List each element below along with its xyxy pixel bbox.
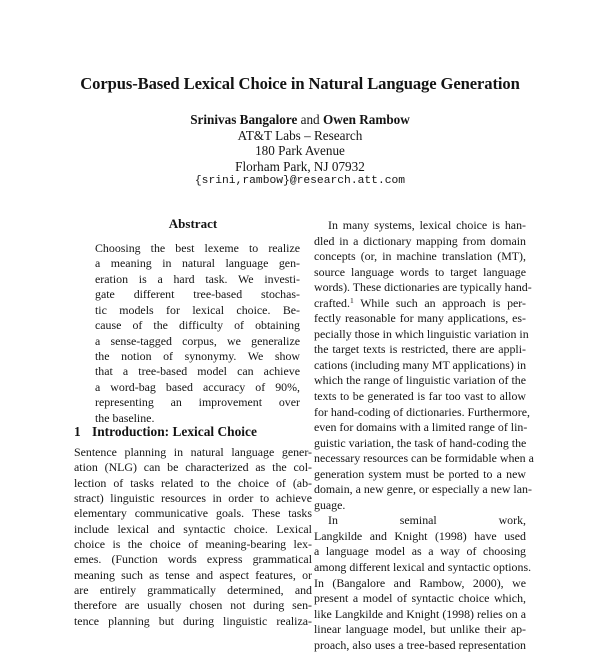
body-line: are entirely grammatically determined, and [74,583,312,598]
body-line: stract) linguistic resources in order to achieve [74,491,312,506]
affiliation: AT&T Labs – Research [237,127,363,143]
abstract-line: cause of the difficulty of obtaining [95,318,300,333]
body-line: In many systems, lexical choice is han- [328,218,526,232]
abstract-line: representing an improvement over [95,395,300,410]
body-line: meaning such as tense and aspect features, or [74,567,312,582]
author-email: {srini,rambow}@research.att.com [194,175,406,188]
body-line: ation (NLG) can be characterized as the col- [74,460,312,475]
body-line: present a model of syntactic choice which, [314,591,526,606]
body-word: Rambow, [419,575,465,590]
body-line: a language model as a way of choosing [314,544,526,559]
body-word: work, [498,513,526,528]
body-word: and [393,575,411,590]
city-address: Florham Park, NJ 07932 [235,158,365,174]
body-line: proach, also uses a tree-based representation [314,637,526,652]
body-line: for hand-coding of dictionaries. Furthermore, [314,404,530,419]
author-1: Srinivas Bangalore [190,112,298,127]
body-line: pecially those in which linguistic variation in [314,326,529,341]
body-line: linear language model, but unlike their ap- [314,622,526,637]
body-line: tence planning but during linguistic realiza- [74,613,312,628]
body-word: Langkilde and Knight (1998) [314,528,467,543]
body-line: the target texts is restricted, there are appli- [314,342,526,357]
crafted-rest: While such an approach is per- [360,295,526,310]
abstract-heading: Abstract [168,216,218,231]
section-heading [74,424,324,440]
body-line [314,513,526,529]
body-word: used [504,528,526,543]
section-title: Introduction: Lexical Choice [92,424,257,439]
abstract-line: Choosing the best lexeme to realize [95,241,300,255]
body-line: Sentence planning in natural language gener- [74,445,312,459]
body-line: like Langkilde and Knight (1998) relies on a [314,606,526,621]
body-word: have [474,528,497,543]
left-column-body [74,445,312,629]
author-block [0,112,600,190]
section-number: 1 [74,424,81,439]
body-line: lection of tasks related to the choice of (ab- [74,475,312,490]
body-line: words). These dictionaries are typically hand- [314,280,532,295]
body-line: fectly reasonable for many applications, es- [314,311,526,326]
body-line [314,529,526,545]
author-names [0,112,600,128]
abstract-line: gate different tree-based stochas- [95,287,300,302]
abstract-line: eration is a hard task. We investi- [95,271,300,286]
body-line: texts to be generated is far too vast to allow [314,389,526,404]
body-line: source language words to target language [314,264,526,279]
abstract-line: that a tree-based model can achieve [95,364,300,379]
body-line: elementary communicative goals. These tasks [74,506,312,521]
body-line: guistic variation, the task of hand-coding the [314,435,527,450]
body-line: choice is the choice of meaning-bearing lex- [74,537,312,552]
body-line: dled in a dictionary mapping from domain [314,233,526,248]
abstract-line: the baseline. [95,410,155,425]
body-line [314,576,526,592]
body-line: include lexical and syntactic choice. Lexical [74,521,312,536]
body-line: necessary resources can be formidable when a [314,451,534,466]
abstract-line: the notion of synonymy. We show [95,348,300,363]
body-line: cations (including many MT applications) in [314,357,527,372]
body-word: In [314,575,324,590]
author-2: Owen Rambow [322,112,410,127]
body-word: (Bangalore [332,575,386,590]
paper-title: Corpus-Based Lexical Choice in Natural Language Generation [80,74,520,93]
body-line: generation system must be ported to a new [314,466,526,481]
body-line [314,296,526,312]
crafted-word: crafted. [314,295,350,310]
body-line: concepts (or, in machine translation (MT), [314,249,526,264]
abstract-line: a sense-tagged corpus, we generalize [95,333,300,348]
body-line: guage. [314,497,346,512]
body-line: even for domains with a limited range of lin- [314,420,528,435]
body-word: seminal [399,513,437,528]
body-line: which the range of linguistic variation of the [314,373,526,388]
right-column-body [314,218,534,653]
body-word: we [512,575,526,590]
abstract-line: tic models for lexical choice. Be- [95,302,300,317]
abstract-line: a meaning in natural language gen- [95,256,300,271]
author-conjunction: and [300,112,320,127]
street-address: 180 Park Avenue [255,143,345,159]
footnote-marker: 1 [349,295,354,305]
body-line: therefore are usually chosen not during sen- [74,598,312,613]
body-line: domain, a new genre, or especially a new lan- [314,482,532,497]
abstract-line: a word-bag based accuracy of 90%, [95,379,300,394]
body-line: emes. (Function words express grammatical [74,552,312,567]
body-line: among different lexical and syntactic options. [314,560,532,575]
abstract-body [95,241,300,426]
body-word: 2000), [472,575,504,590]
body-word: In [328,513,338,528]
